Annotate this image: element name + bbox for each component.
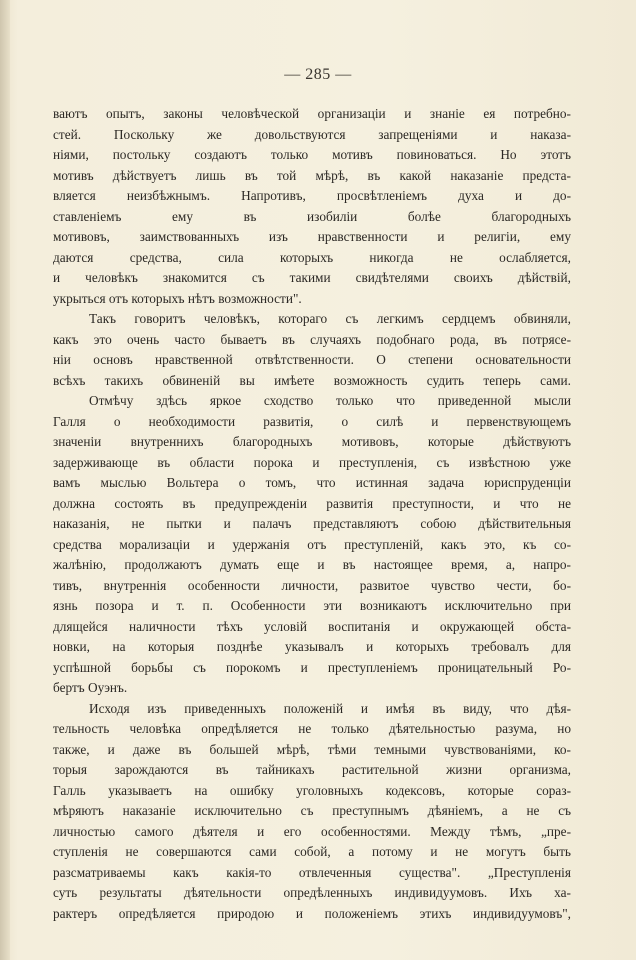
text-line: новки, на которыя позднѣе указывалъ и которыхъ требовалъ для — [53, 639, 571, 654]
text-line: ступленія не совершаются сами собой, а потому и не могутъ быть — [53, 844, 571, 859]
page-gutter — [0, 0, 10, 960]
text-line: мотивовъ, заимствованныхъ изъ нравственности и религіи, ему — [53, 229, 571, 244]
text-line: ваютъ опытъ, законы человѣческой организаціи и знаніе ея потребно- — [53, 106, 571, 121]
text-line: бертъ Оуэнъ. — [53, 680, 128, 695]
text-line: вамъ мыслью Вольтера о томъ, что истинная задача юриспруденціи — [53, 475, 571, 490]
text-line: жалѣнію, продолжаютъ думать еще и въ настоящее время, а, напро- — [53, 557, 571, 572]
text-line: ставленіемъ ему въ изобиліи болѣе благородныхъ — [53, 208, 571, 224]
text-line: язнь позора и т. п. Особенности эти возникаютъ исключительно при — [53, 598, 571, 613]
text-line: личностью самого дѣятеля и его особенностями. Между тѣмъ, „пре- — [53, 823, 571, 839]
text-line: даются средства, сила которыхъ никогда не ослабляется, — [53, 249, 571, 265]
text-line: и человѣкъ знакомится съ такими свидѣтелями своихъ дѣйствій, — [53, 270, 571, 285]
text-line: Исходя изъ приведенныхъ положеній и имѣя въ виду, что дѣя- — [89, 700, 571, 716]
text-line: должна состоять въ предупрежденіи развитія преступности, и что не — [53, 495, 571, 511]
text-line: стей. Поскольку же довольствуются запрещеніями и наказа- — [53, 126, 571, 142]
text-line: также, и даже въ большей мѣрѣ, тѣми темными чувствованіями, ко- — [53, 741, 571, 757]
text-line: рактеръ опредѣляется природою и положеніемъ этихъ индивидуумовъ", — [53, 905, 571, 921]
text-line: вляется неизбѣжнымъ. Напротивъ, просвѣтленіемъ духа и до- — [53, 188, 571, 203]
text-line: средства морализаціи и удержанія отъ преступленій, какъ это, къ со- — [53, 536, 571, 552]
text-line: длящейся наличности тѣхъ условій воспитанія и окружающей обста- — [53, 618, 571, 634]
text-line: всѣхъ такихъ обвиненій вы имѣете возможность судить теперь сами. — [53, 372, 571, 388]
text-line: Галля о необходимости развитія, о силѣ и первенствующемъ — [53, 413, 571, 429]
text-line: торыя зарождаются въ тайникахъ растительной жизни организма, — [53, 762, 571, 777]
text-line: значеніи внутреннихъ благородныхъ мотивовъ, которые дѣйствуютъ — [53, 434, 571, 449]
text-line: какъ это очень часто бываетъ въ случаяхъ подобнаго рода, въ потрясе- — [53, 331, 571, 347]
body-text — [53, 104, 571, 924]
text-line: Такъ говоритъ человѣкъ, котораго съ легкимъ сердцемъ обвиняли, — [89, 311, 571, 326]
text-line: Галль указываетъ на ошибку уголовныхъ кодексовъ, которые сораз- — [53, 782, 571, 798]
text-line: задерживающе въ области порока и преступленія, съ извѣстною уже — [53, 454, 571, 470]
text-line: ніи основъ нравственной отвѣтственности. О степени основательности — [53, 352, 571, 367]
text-line: мѣряютъ наказаніе исключительно съ преступнымъ дѣяніемъ, а не съ — [53, 803, 571, 818]
text-line: тельность человѣка опредѣляется не только дѣятельностью разума, но — [53, 721, 571, 736]
text-line: суть результаты дѣятельности опредѣленныхъ индивидуумовъ. Ихъ ха- — [53, 885, 571, 900]
text-line: успѣшной борьбы съ порокомъ и преступленіемъ проницательный Ро- — [53, 659, 571, 675]
text-line: ніями, постольку создаютъ только мотивъ повиноваться. Но этотъ — [53, 147, 571, 162]
text-line: наказанія, не пытки и палачъ представляютъ собою дѣйствительныя — [53, 516, 571, 531]
text-line: укрыться отъ которыхъ нѣтъ возможности". — [53, 290, 302, 306]
text-line: Отмѣчу здѣсь яркое сходство только что приведенной мысли — [89, 393, 571, 408]
text-line: разсматриваемы какъ какія-то отвлеченныя существа". „Преступленія — [53, 864, 571, 880]
page-number-header: — 285 — — [284, 66, 352, 83]
text-line: тивъ, внутреннія особенности личности, развитое чувство чести, бо- — [53, 577, 571, 593]
text-line: мотивъ дѣйствуетъ лишь въ той мѣрѣ, въ какой наказаніе предста- — [53, 167, 571, 183]
